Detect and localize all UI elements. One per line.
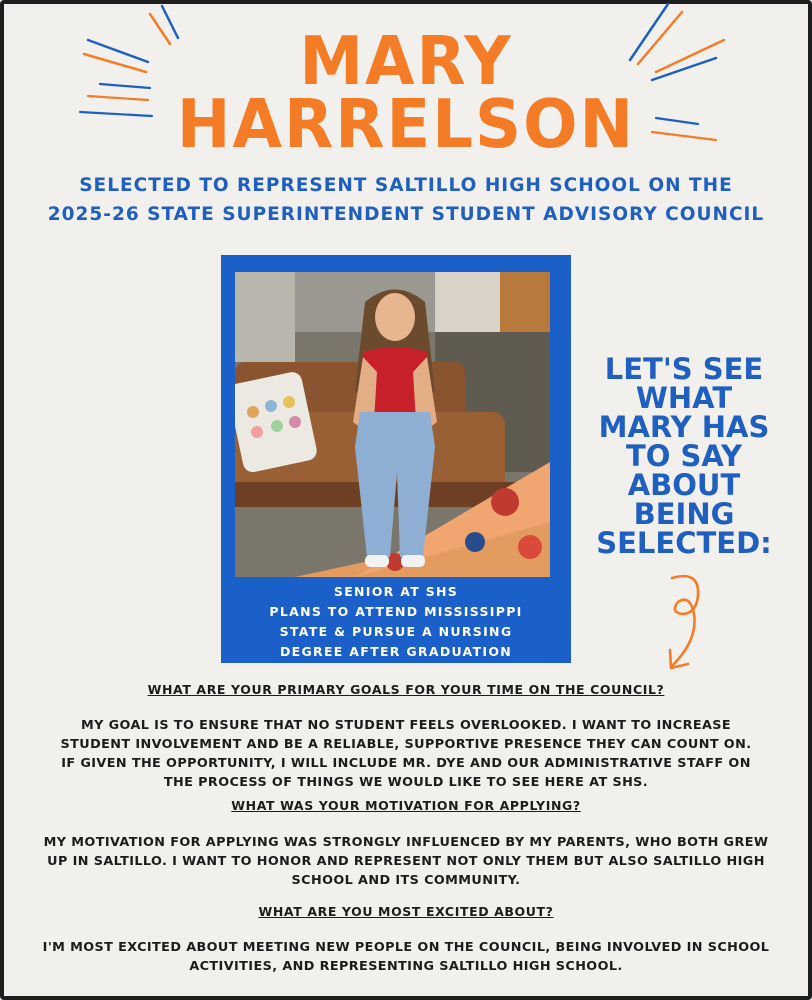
question-1: WHAT ARE YOUR PRIMARY GOALS FOR YOUR TIME ON THE COUNCIL? [147,682,665,697]
callout-line-4: TO SAY [625,439,743,473]
callout-line-3: MARY HAS [598,410,770,444]
callout-line-7: SELECTED: [596,526,772,560]
caption-line-1: SENIOR AT SHS [333,584,459,599]
answer-1-line-1: MY GOAL IS TO ENSURE THAT NO STUDENT FEELS OVERLOOKED. I WANT TO INCREASE [80,718,732,733]
curly-arrow-down-icon [660,570,710,675]
question-3: WHAT ARE YOU MOST EXCITED ABOUT? [258,904,554,919]
subtitle-line-1: SELECTED TO REPRESENT SALTILLO HIGH SCHOOL ON THE [79,175,733,196]
student-first-name: MARY [299,23,513,101]
caption-line-2: PLANS TO ATTEND MISSISSIPPI [269,604,523,619]
student-photo [235,272,550,577]
caption-line-4: DEGREE AFTER GRADUATION [279,644,513,659]
subtitle-line-2: 2025-26 STATE SUPERINTENDENT STUDENT ADVISORY COUNCIL [47,204,765,225]
answer-1-line-3: IF GIVEN THE OPPORTUNITY, I WILL INCLUDE MR. DYE AND OUR ADMINISTRATIVE STAFF ON [61,756,751,771]
caption-line-3: STATE & PURSUE A NURSING [279,624,513,639]
callout-line-2: WHAT [635,381,733,415]
callout-line-6: BEING [633,497,735,531]
question-2: WHAT WAS YOUR MOTIVATION FOR APPLYING? [231,798,581,813]
answer-1-line-4: THE PROCESS OF THINGS WE WOULD LIKE TO SEE HERE AT SHS. [163,775,649,790]
student-last-name: HARRELSON [176,86,636,164]
callout-line-5: ABOUT [627,468,741,502]
answer-2-line-2: UP IN SALTILLO. I WANT TO HONOR AND REPRESENT NOT ONLY THEM BUT ALSO SALTILLO HIGH [47,854,765,869]
answer-3-line-1: I'M MOST EXCITED ABOUT MEETING NEW PEOPLE ON THE COUNCIL, BEING INVOLVED IN SCHOOL [42,940,770,955]
answer-3-line-2: ACTIVITIES, AND REPRESENTING SALTILLO HIGH SCHOOL. [189,959,623,974]
answer-2-line-3: SCHOOL AND ITS COMMUNITY. [291,873,521,888]
answer-2-line-1: MY MOTIVATION FOR APPLYING WAS STRONGLY INFLUENCED BY MY PARENTS, WHO BOTH GREW [43,835,769,850]
photo-card [221,255,571,663]
answer-1-line-2: STUDENT INVOLVEMENT AND BE A RELIABLE, SUPPORTIVE PRESENCE THEY CAN COUNT ON. [60,737,752,752]
callout-line-1: LET'S SEE [604,352,764,386]
